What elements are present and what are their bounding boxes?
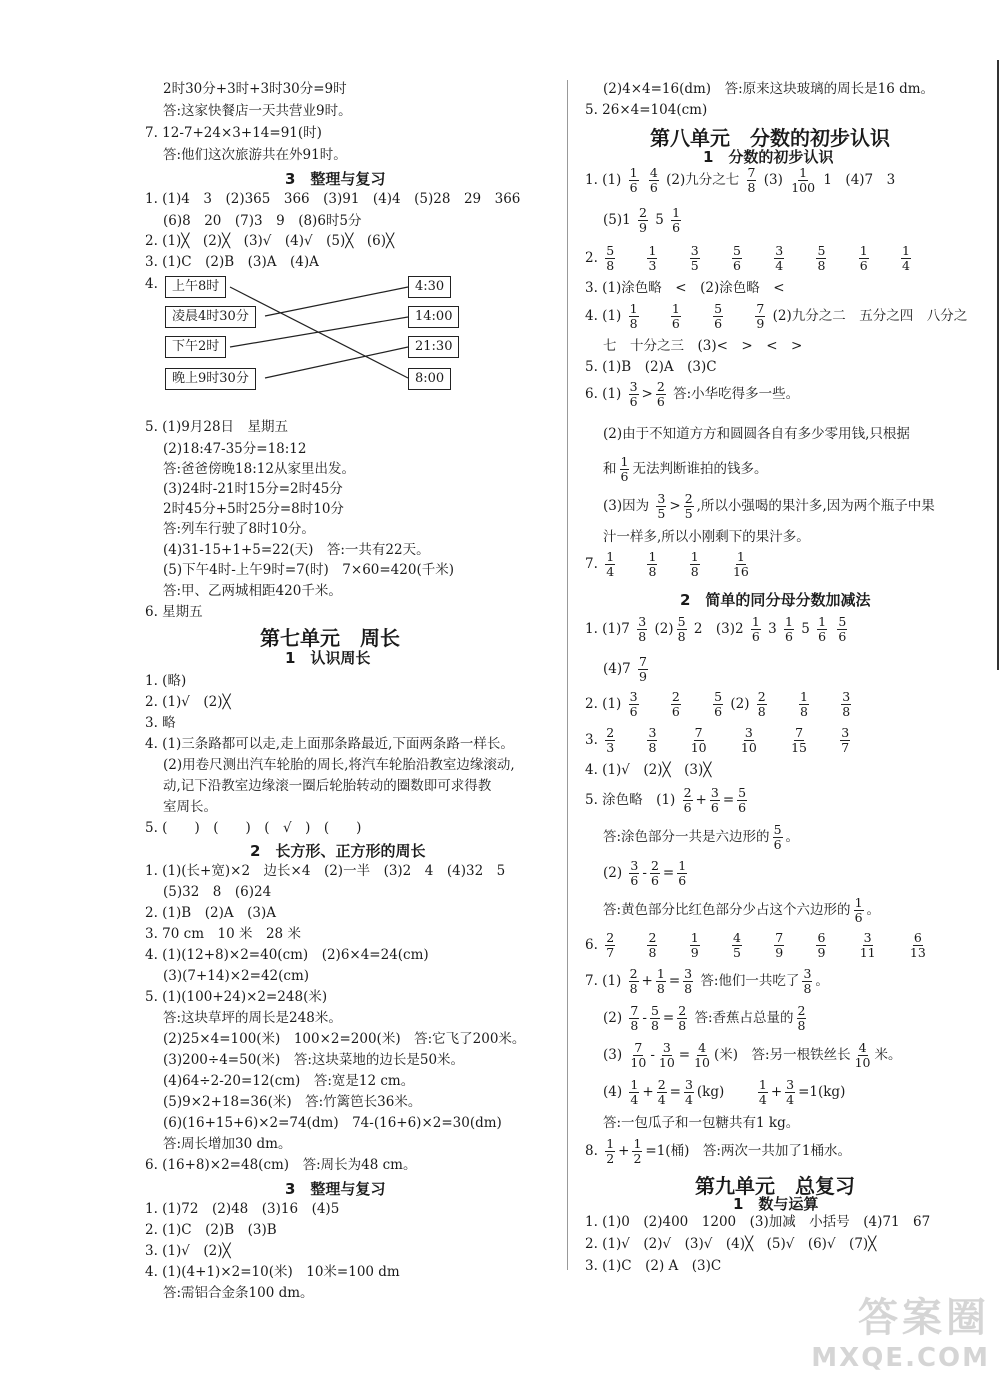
answer-line: 答:这家快餐店一天共营业9时。 [163, 103, 352, 119]
answer-line: 2. (1)√ (2)╳ [145, 694, 231, 710]
answer-line: 答:爸爸傍晚18:12从家里出发。 [163, 461, 355, 477]
answer-line: 2. (1) $\frac{3}{6}$ $\frac{2}{6}$ $\frac{5}{6}$ (2) $\frac{2}{8}$ $\frac{1}{8}$ $\frac{3}{8}$ [585, 689, 851, 719]
watermark-url: MXQE.COM [811, 1343, 990, 1373]
answer-line: 6. (16+8)×2=48(cm) 答:周长为48 cm。 [145, 1157, 417, 1173]
answer-line: 3. 70 cm 10 米 28 米 [145, 926, 301, 942]
answer-line: 2. (1)B (2)A (3)A [145, 905, 276, 921]
answer-line: 5. ( ) ( ) ( √ ) ( ) [145, 820, 362, 836]
answer-line: (3)200÷4=50(米) 答:这块菜地的边长是50米。 [163, 1052, 465, 1068]
answer-line: (4)64÷2-20=12(cm) 答:宽是12 cm。 [163, 1073, 415, 1089]
section-heading: 2 简单的同分母分数加减法 [680, 591, 871, 609]
answer-line: 2时30分+3时+3时30分=9时 [163, 81, 347, 97]
answer-line: 答:这块草坪的周长是248米。 [163, 1010, 342, 1026]
answer-line: 3. $\frac{2}{3}$ $\frac{3}{8}$ $\frac{7}{10}$ $\frac{3}{10}$ $\frac{7}{15}$ $\frac{3}{7}$ [585, 725, 850, 755]
answer-line: (2)由于不知道方方和圆圆各自有多少零用钱,只根据 [603, 426, 910, 442]
time-box-left: 下午2时 [165, 336, 226, 358]
section-heading: 3 整理与复习 [285, 1180, 386, 1198]
time-box-right: 8:00 [408, 368, 451, 390]
answer-line: 2. $\frac{5}{8}$ $\frac{1}{3}$ $\frac{3}{5}$ $\frac{5}{6}$ $\frac{3}{4}$ $\frac{5}{8}$ $\frac{1}{6}$ $\frac{1}{4}$ [585, 243, 910, 273]
answer-line: 答:涂色部分一共是六边形的 $\frac{5}{6}$ 。 [603, 822, 800, 852]
answer-line: 3. (1)√ (2)╳ [145, 1243, 231, 1259]
section-heading: 1 分数的初步认识 [703, 148, 834, 166]
answer-line: (3) $\frac{7}{10}$ - $\frac{3}{10}$ = $\frac{4}{10}$ (米) 答:另一根铁丝长 $\frac{4}{10}$ 米。 [603, 1040, 902, 1070]
answer-line: 答:他们这次旅游共在外91时。 [163, 147, 347, 163]
answer-line: 1. (1)0 (2)400 1200 (3)加减 小括号 (4)71 67 [585, 1214, 931, 1230]
answer-line: 7. (1) $\frac{2}{8}$ + $\frac{1}{8}$ = $\frac{3}{8}$ 答:他们一共吃了 $\frac{3}{8}$ 。 [585, 966, 829, 996]
answer-line: 7. $\frac{1}{4}$ $\frac{1}{8}$ $\frac{1}{8}$ $\frac{1}{16}$ [585, 549, 749, 579]
answer-line: 4. (1) $\frac{1}{8}$ $\frac{1}{6}$ $\frac{5}{6}$ $\frac{7}{9}$ (2)九分之二 五分之四 八分之 [585, 301, 968, 331]
watermark-text: 答案圈 [858, 1295, 990, 1341]
match-line [265, 287, 408, 316]
match-line [230, 317, 408, 347]
answer-line: (3)(7+14)×2=42(cm) [163, 968, 310, 984]
answer-line: 1. (1)4 3 (2)365 366 (3)91 (4)4 (5)28 29 366 [145, 191, 521, 207]
time-box-left: 上午8时 [165, 276, 226, 298]
answer-line: (5)32 8 (6)24 [163, 884, 272, 900]
section-heading: 3 整理与复习 [285, 170, 386, 188]
time-box-right: 4:30 [408, 276, 451, 298]
unit-heading: 第七单元 周长 [260, 626, 400, 650]
answer-line: 5. (1)(100+24)×2=248(米) [145, 989, 328, 1005]
watermark-logo [811, 1286, 990, 1373]
answer-line: (6)8 20 (7)3 9 (8)6时5分 [163, 213, 362, 229]
matching-lines [145, 270, 465, 400]
section-heading: 1 认识周长 [285, 649, 371, 667]
page-edge-line [997, 60, 999, 670]
answer-line: 七 十分之三 (3)< > < > [603, 338, 803, 354]
match-line [265, 347, 408, 378]
answer-line: 1. (略) [145, 673, 187, 689]
answer-line: 1. (1)7 $\frac{3}{8}$ (2) $\frac{5}{8}$ 2 (3)2 $\frac{1}{6}$ 3 $\frac{1}{6}$ 5 $\frac{1}{6}$ $\frac{5}{6}$ [585, 614, 847, 644]
answer-line: 动,记下沿教室边缘滚一圈后轮胎转动的圈数即可求得教 [163, 778, 492, 794]
answer-line: 室周长。 [163, 799, 217, 815]
answer-line: 1. (1)(长+宽)×2 边长×4 (2)一半 (3)2 4 (4)32 5 [145, 863, 506, 879]
answer-line: (5)下午4时-上午9时=7(时) 7×60=420(千米) [163, 562, 454, 578]
answer-line: (5)9×2+18=36(米) 答:竹篱笆长36米。 [163, 1094, 422, 1110]
answer-line: 4. (1)三条路都可以走,走上面那条路最近,下面两条路一样长。 [145, 736, 514, 752]
answer-line: (2) $\frac{3}{6}$ - $\frac{2}{6}$ = $\frac{1}{6}$ [603, 858, 687, 888]
answer-line: (4)7 $\frac{7}{9}$ [603, 654, 647, 684]
answer-line: 汁一样多,所以小刚剩下的果汁多。 [603, 529, 810, 545]
answer-line: 答:需铝合金条100 dm。 [163, 1285, 314, 1301]
answer-line: (5)1 $\frac{2}{9}$ 5 $\frac{1}{6}$ [603, 205, 681, 235]
answer-line: 答:周长增加30 dm。 [163, 1136, 292, 1152]
unit-heading: 第八单元 分数的初步认识 [650, 126, 890, 150]
answer-line: (2)25×4=100(米) 100×2=200(米) 答:它飞了200米。 [163, 1031, 526, 1047]
answer-line: 2. (1)C (2)B (3)B [145, 1222, 277, 1238]
answer-line: (3)24时-21时15分=2时45分 [163, 481, 343, 497]
time-box-left: 晚上9时30分 [165, 368, 256, 390]
answer-line: (6)(16+15+6)×2=74(dm) 74-(16+6)×2=30(dm) [163, 1115, 502, 1131]
answer-line: (4)31-15+1+5=22(天) 答:一共有22天。 [163, 542, 430, 558]
answer-line: 和 $\frac{1}{6}$ 无法判断谁拍的钱多。 [603, 454, 768, 484]
answer-line: 6. $\frac{2}{7}$ $\frac{2}{8}$ $\frac{1}{9}$ $\frac{4}{5}$ $\frac{7}{9}$ $\frac{6}{9}$ $\frac{3}{11}$ $\frac{6}{13}$ [585, 930, 926, 960]
answer-line: 5. (1)B (2)A (3)C [585, 359, 717, 375]
column-divider [567, 80, 568, 1270]
answer-line: 6. 星期五 [145, 604, 203, 620]
answer-line: 3. 略 [145, 715, 176, 731]
answer-line: 5. (1)9月28日 星期五 [145, 419, 289, 435]
answer-line: 2. (1)√ (2)√ (3)√ (4)╳ (5)√ (6)√ (7)╳ [585, 1236, 877, 1252]
answer-line: 4. [145, 276, 158, 292]
answer-line: (2)18:47-35分=18:12 [163, 441, 307, 457]
answer-line: 8. $\frac{1}{2}$ + $\frac{1}{2}$ =1(桶) 答:两次一共加了1桶水。 [585, 1136, 851, 1166]
answer-line: (3)因为 $\frac{3}{5}$ > $\frac{2}{5}$ ,所以小强喝的果汁多,因为两个瓶子中果 [603, 491, 935, 521]
answer-line: (2)用卷尺测出汽车轮胎的周长,将汽车轮胎沿教室边缘滚动, [163, 757, 515, 773]
answer-line: 2. (1)╳ (2)╳ (3)√ (4)√ (5)╳ (6)╳ [145, 233, 395, 249]
section-heading: 1 数与运算 [733, 1195, 819, 1213]
answer-line: (2) $\frac{7}{8}$ - $\frac{5}{8}$ = $\frac{2}{8}$ 答:香蕉占总量的 $\frac{2}{8}$ [603, 1003, 806, 1033]
answer-line: 答:一包瓜子和一包糖共有1 kg。 [603, 1115, 800, 1131]
answer-line: 答:甲、乙两城相距420千米。 [163, 583, 342, 599]
answer-line: 3. (1)涂色略 < (2)涂色略 < [585, 280, 785, 296]
answer-line: 答:黄色部分比红色部分少占这个六边形的 $\frac{1}{6}$ 。 [603, 895, 881, 925]
section-heading: 2 长方形、正方形的周长 [250, 842, 426, 860]
time-box-left: 凌晨4时30分 [165, 306, 256, 328]
answer-line: (2)4×4=16(dm) 答:原来这块玻璃的周长是16 dm。 [603, 81, 935, 97]
answer-line: 3. (1)C (2) A (3)C [585, 1258, 722, 1274]
answer-line: 4. (1)√ (2)╳ (3)╳ [585, 762, 712, 778]
time-box-right: 14:00 [408, 306, 459, 328]
answer-line: 1. (1) $\frac{1}{6}$ $\frac{4}{6}$ (2)九分之七 $\frac{7}{8}$ (3) $\frac{1}{100}$ 1 (4)7 3 [585, 165, 896, 195]
unit-heading: 第九单元 总复习 [695, 1174, 855, 1198]
time-box-right: 21:30 [408, 336, 459, 358]
answer-line: 3. (1)C (2)B (3)A (4)A [145, 254, 319, 270]
answer-line: 1. (1)72 (2)48 (3)16 (4)5 [145, 1201, 340, 1217]
answer-line: 5. 26×4=104(cm) [585, 102, 708, 118]
answer-line: (4) $\frac{1}{4}$ + $\frac{2}{4}$ = $\frac{3}{4}$ (kg) $\frac{1}{4}$ + $\frac{3}{4}$ =1(kg) [603, 1077, 846, 1107]
answer-line: 2时45分+5时25分=8时10分 [163, 501, 344, 517]
answer-line: 5. 涂色略 (1) $\frac{2}{6}$ + $\frac{3}{6}$ = $\frac{5}{6}$ [585, 785, 747, 815]
answer-line: 6. (1) $\frac{3}{6}$ > $\frac{2}{6}$ 答:小华吃得多一些。 [585, 379, 800, 409]
answer-line: 4. (1)(4+1)×2=10(米) 10米=100 dm [145, 1264, 400, 1280]
answer-line: 7. 12-7+24×3+14=91(时) [145, 125, 322, 141]
answer-line: 4. (1)(12+8)×2=40(cm) (2)6×4=24(cm) [145, 947, 429, 963]
answer-line: 答:列车行驶了8时10分。 [163, 521, 315, 537]
